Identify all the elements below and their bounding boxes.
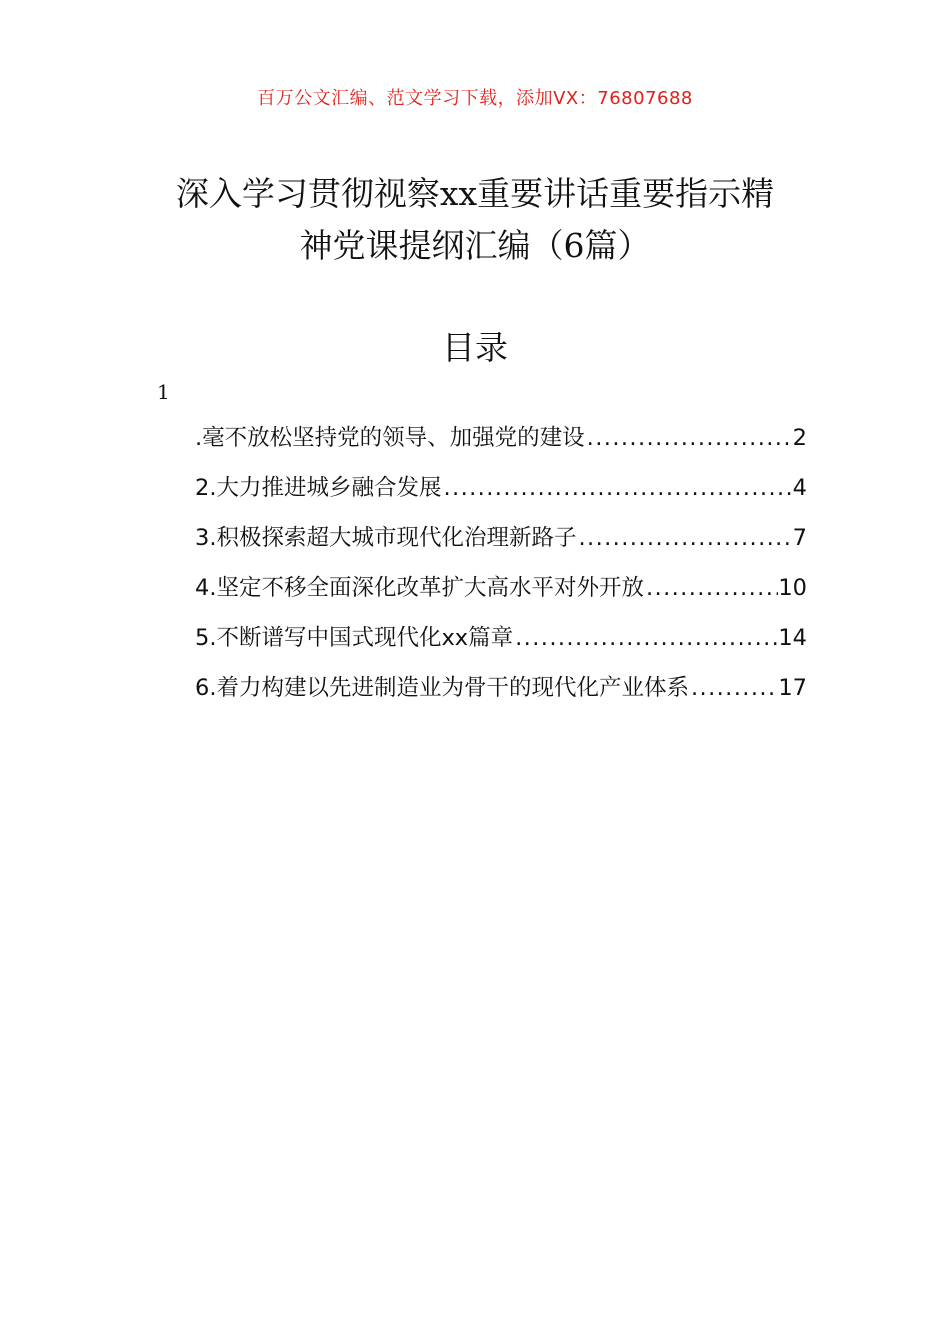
toc-entry-5[interactable] — [195, 620, 807, 670]
toc-entry-6[interactable] — [195, 670, 807, 720]
toc-dot-leader — [585, 425, 793, 451]
toc-entry-2[interactable] — [195, 470, 807, 520]
toc-entry-title: 6.着力构建以先进制造业为骨干的现代化产业体系 — [195, 675, 689, 701]
toc-page-number: 10 — [778, 575, 807, 601]
toc-dot-leader — [644, 575, 778, 601]
table-of-contents — [195, 420, 807, 720]
toc-entry-1[interactable] — [195, 420, 807, 470]
stray-number: 1 — [157, 380, 170, 404]
title-line-1: 深入学习贯彻视察xx重要讲话重要指示精 — [175, 174, 775, 213]
toc-page-number: 2 — [792, 425, 807, 451]
toc-dot-leader — [576, 525, 792, 551]
toc-entry-4[interactable] — [195, 570, 807, 620]
toc-dot-leader — [513, 625, 778, 651]
toc-entry-title: 3.积极探索超大城市现代化治理新路子 — [195, 525, 577, 551]
toc-page-number: 7 — [792, 525, 807, 551]
toc-entry-title: .毫不放松坚持党的领导、加强党的建设 — [195, 425, 585, 451]
toc-dot-leader — [689, 675, 778, 701]
toc-heading: 目录 — [442, 328, 508, 367]
toc-page-number: 17 — [778, 675, 807, 701]
toc-entry-3[interactable] — [195, 520, 807, 570]
promo-banner: 百万公文汇编、范文学习下载，添加VX：76807688 — [257, 88, 693, 109]
toc-dot-leader — [441, 475, 792, 501]
title-line-2: 神党课提纲汇编（6篇） — [299, 226, 651, 265]
toc-entry-title: 5.不断谱写中国式现代化xx篇章 — [195, 625, 514, 651]
toc-page-number: 14 — [778, 625, 807, 651]
toc-entry-title: 4.坚定不移全面深化改革扩大高水平对外开放 — [195, 575, 644, 601]
document-title — [120, 168, 830, 272]
toc-page-number: 4 — [792, 475, 807, 501]
toc-entry-title: 2.大力推进城乡融合发展 — [195, 475, 442, 501]
